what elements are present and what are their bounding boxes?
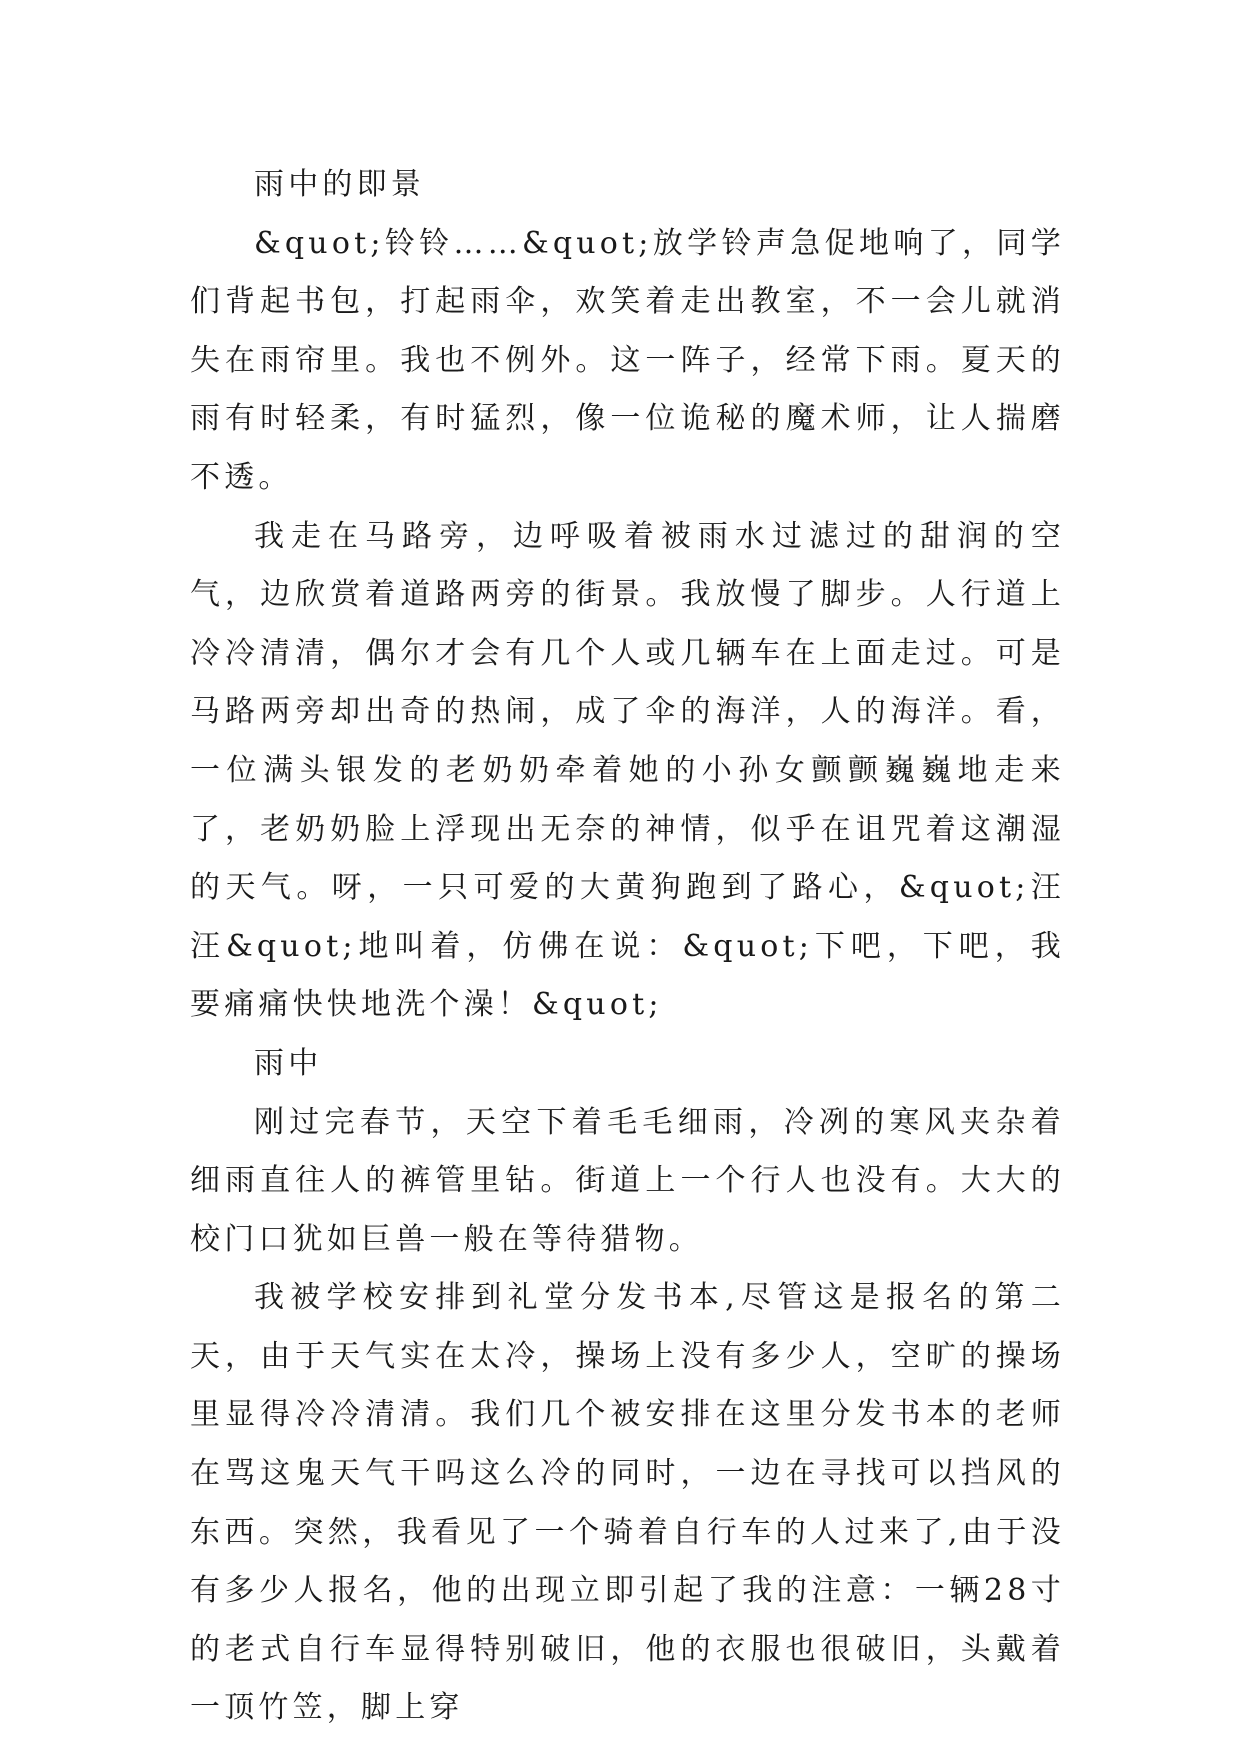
paragraph-2: 我走在马路旁，边呼吸着被雨水过滤过的甜润的空气，边欣赏着道路两旁的街景。我放慢了脚步。人行道上冷冷清清，偶尔才会有几个人或几辆车在上面走过。可是马路两旁却出奇的热闹，成了伞的海洋，人的海洋。看，一位满头银发的老奶奶牵着她的小孙女颤颤巍巍地走来了，老奶奶脸上浮现出无奈的神情，似乎在诅咒着这潮湿的天气。呀，一只可爱的大黄狗跑到了路心，&quot;汪汪&quot;地叫着，仿佛在说：&quot;下吧，下吧，我要痛痛快快地洗个澡！&quot; bbox=[190, 518, 1065, 1023]
essay-title-2: 雨中 bbox=[254, 1045, 323, 1081]
essay-title-1: 雨中的即景 bbox=[254, 167, 425, 202]
paragraph-3: 刚过完春节，天空下着毛毛细雨，冷冽的寒风夹杂着细雨直往人的裤管里钻。街道上一个行人也没有。大大的校门口犹如巨兽一般在等待猎物。 bbox=[190, 1104, 1065, 1257]
paragraph-1: &quot;铃铃……&quot;放学铃声急促地响了，同学们背起书包，打起雨伞，欢笑着走出教室，不一会儿就消失在雨帘里。我也不例外。这一阵子，经常下雨。夏天的雨有时轻柔，有时猛烈，像一位诡秘的魔术师，让人揣磨不透。 bbox=[190, 225, 1065, 495]
document-body bbox=[190, 156, 1065, 1738]
paragraph-4: 我被学校安排到礼堂分发书本,尽管这是报名的第二天，由于天气实在太冷，操场上没有多少人，空旷的操场里显得冷冷清清。我们几个被安排在这里分发书本的老师在骂这鬼天气干吗这么冷的同时，一边在寻找可以挡风的东西。突然，我看见了一个骑着自行车的人过来了,由于没有多少人报名，他的出现立即引起了我的注意：一辆28寸的老式自行车显得特别破旧，他的衣服也很破旧，头戴着一顶竹笠，脚上穿 bbox=[190, 1280, 1065, 1726]
